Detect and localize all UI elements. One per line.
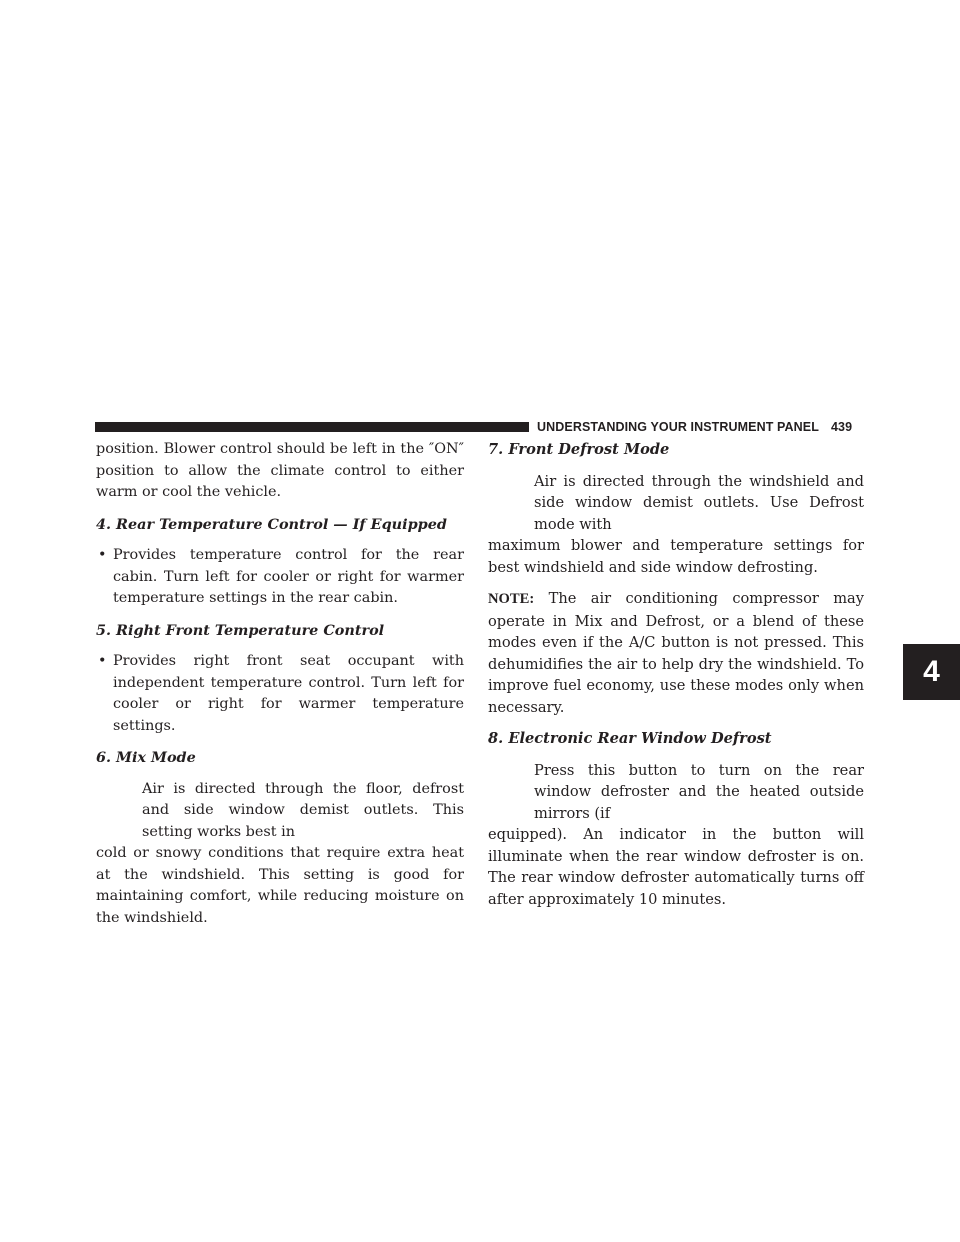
item5-bullet: [96, 651, 464, 737]
item4-bullet: [96, 545, 464, 610]
item7-heading: 7. Front Defrost Mode: [488, 441, 670, 458]
bullet-icon: •: [98, 653, 107, 669]
bullet-icon: •: [98, 547, 107, 563]
item6-indented-text: Air is directed through the floor, defrost and side window demist outlets. This setting works best in: [142, 780, 464, 840]
item8-indented-text: Press this button to turn on the rear window defroster and the heated outside mirrors (if: [534, 761, 864, 822]
item6-heading: 6. Mix Mode: [96, 749, 196, 766]
note-label: NOTE:: [488, 591, 535, 607]
note-text: The air conditioning compressor may operate in Mix and Defrost, or a blend of these modes even if the A/C button is not pressed. This dehumidifies the air to help dry the windshield. To improve fuel economy, use these modes only when necessary.: [488, 590, 864, 716]
item4-bullet-text: Provides temperature control for the rear cabin. Turn left for cooler or right for warmer temperature settings in the rear cabin.: [113, 547, 464, 606]
section-title: UNDERSTANDING YOUR INSTRUMENT PANEL: [537, 420, 819, 434]
item4-heading: 4. Rear Temperature Control — If Equipped: [96, 515, 447, 533]
item5-bullet-text: Provides right front seat occupant with independent temperature control. Turn left for cooler or right for warmer temperature settings.: [113, 653, 464, 734]
item7-indented-text: Air is directed through the windshield and side window demist outlets. Use Defrost mode with: [534, 472, 864, 533]
right-column: [488, 439, 864, 910]
chapter-tab: 4: [903, 644, 960, 700]
item8-text: equipped). An indicator in the button will illuminate when the rear window defroster is on. The rear window defroster automatically turns off after approximately 10 minutes.: [488, 826, 864, 908]
intro-paragraph: position. Blower control should be left in the ″ON″ position to allow the climate control to either warm or cool the vehicle.: [96, 441, 464, 500]
item6-text: cold or snowy conditions that require extra heat at the windshield. This setting is good for maintaining comfort, while reducing moisture on the windshield.: [96, 845, 464, 926]
running-header: [537, 419, 863, 435]
page-number: 439: [830, 420, 853, 434]
note-paragraph: [488, 588, 864, 718]
item5-heading: 5. Right Front Temperature Control: [96, 621, 385, 639]
left-column: [96, 439, 464, 929]
item7-text: maximum blower and temperature settings for best windshield and side window defrosting.: [488, 537, 864, 576]
item8-heading: 8. Electronic Rear Window Defrost: [488, 730, 772, 747]
header-rule: [95, 422, 529, 432]
